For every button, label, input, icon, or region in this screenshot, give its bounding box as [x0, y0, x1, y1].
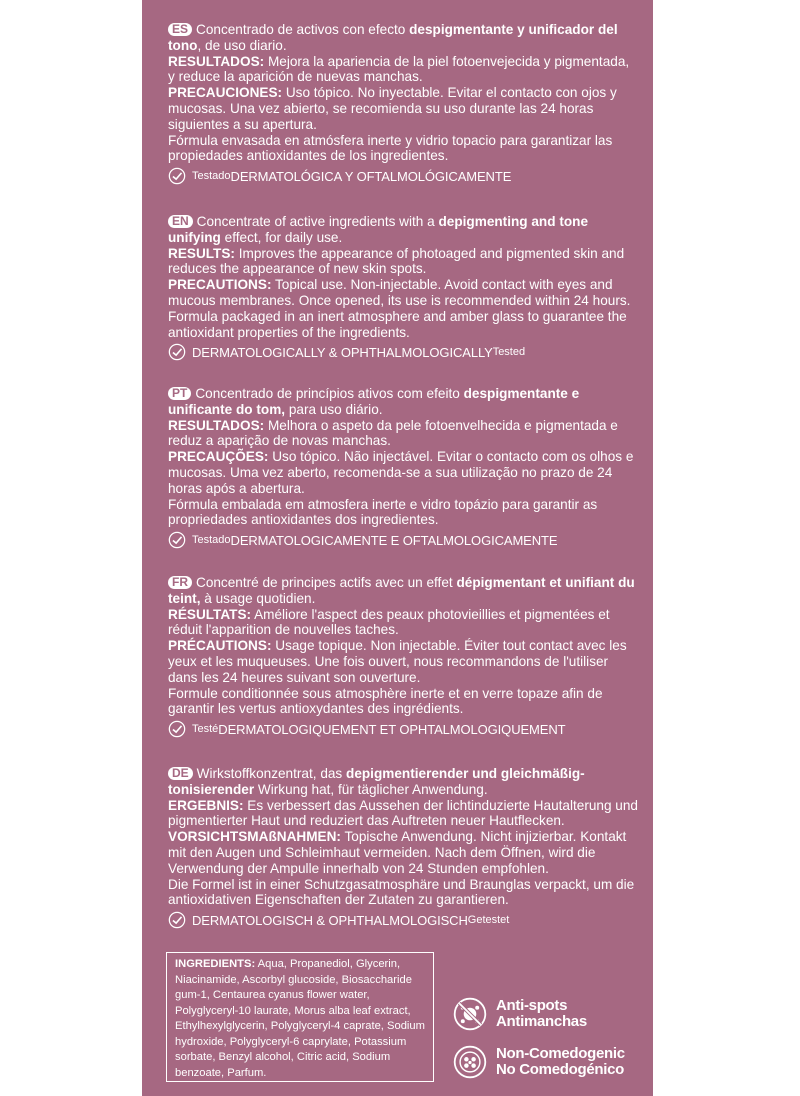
section-results: RESULTADOS: Melhora o aspeto da pele fotoenvelhecida e pigmentada e reduz a aparição de novas manchas. [168, 417, 618, 449]
section-precautions: PRÉCAUTIONS: Usage topique. Non injectable. Éviter tout contact avec les yeux et les muqueuses. Une fois ouvert, nous recommandons de l'utiliser dans les 24 heures suivant son ouverture. [168, 638, 627, 685]
language-badge: ES [168, 23, 192, 36]
non-comedogenic-icon [452, 1044, 488, 1080]
section-pt [168, 386, 638, 549]
ingredients-box [166, 952, 434, 1082]
section-results: ERGEBNIS: Es verbessert das Aussehen der lichtinduzierte Hautalterung und pigmentierter Haut und reduziert das Auftreten neuer Hautflecken. [168, 797, 638, 829]
product-label-panel [142, 0, 653, 1096]
section-formula: Fórmula embalada em atmosfera inerte e vidro topázio para garantir as propriedades antioxidantes dos ingredientes. [168, 496, 598, 528]
language-badge: DE [168, 767, 193, 780]
claim-line-1: Anti-spots [496, 997, 568, 1014]
section-formula: Die Formel ist in einer Schutzgasatmosphäre und Braunglas verpackt, um die antioxidativen Eigenschaften der Zutaten zu garantieren. [168, 876, 635, 908]
claim-line-2: Antimanchas [496, 1013, 587, 1030]
claim-line-2: No Comedogénico [496, 1061, 625, 1078]
check-circle-icon [168, 911, 186, 929]
ingredients-label: INGREDIENTS: [175, 958, 256, 970]
section-precautions: PRECAUÇÕES: Uso tópico. Não injectável. Evitar o contacto com os olhos e mucosas. Uma vez aberto, recomenda-se a sua utilização no prazo de 24 horas após a abertura. [168, 449, 634, 496]
tested-claim: Testado DERMATOLOGICAMENTE E OFTALMOLOGICAMENTE [168, 531, 638, 549]
section-results: RESULTS: Improves the appearance of photoaged and pigmented skin and reduces the appearance of new skin spots. [168, 245, 625, 277]
tested-claim: DERMATOLOGICALLY & OPHTHALMOLOGICALLY Tested [168, 343, 638, 361]
section-formula: Formula packaged in an inert atmosphere and amber glass to guarantee the antioxidant properties of the ingredients. [168, 308, 627, 340]
section-formula: Fórmula envasada en atmósfera inerte y vidrio topacio para garantizar las propiedades antioxidantes de los ingredientes. [168, 132, 613, 164]
check-circle-icon [168, 167, 186, 185]
language-badge: FR [168, 576, 192, 589]
section-en [168, 214, 638, 361]
section-intro: PT Concentrado de princípios ativos com efeito despigmentante e unificante do tom, para uso diário. [168, 386, 580, 417]
language-badge: EN [168, 215, 193, 228]
section-es [168, 22, 638, 185]
check-circle-icon [168, 343, 186, 361]
section-formula: Formule conditionnée sous atmosphère inerte et en verre topaze afin de garantir les vertus antioxydantes des ingrédients. [168, 685, 603, 717]
check-circle-icon [168, 720, 186, 738]
anti-spots-icon [452, 996, 488, 1032]
section-fr [168, 575, 638, 738]
tested-claim: Testé DERMATOLOGIQUEMENT ET OPHTALMOLOGIQUEMENT [168, 720, 638, 738]
section-precautions: PRECAUTIONS: Topical use. Non-injectable. Avoid contact with eyes and mucous membranes. Once opened, its use is recommended within 24 hours. [168, 277, 631, 308]
section-precautions: VORSICHTSMAßNAHMEN: Topische Anwendung. Nicht injizierbar. Kontakt mit den Augen und Schleimhaut vermeiden. Nach dem Öffnen, wird die Verwendung der Ampulle innerhalb von 24 Stunden empfohlen. [168, 829, 627, 876]
check-circle-icon [168, 531, 186, 549]
section-intro: ES Concentrado de activos con efecto despigmentante y unificador del tono, de uso diario. [168, 22, 618, 53]
section-intro: DE Wirkstoffkonzentrat, das depigmentierender und gleichmäßig-tonisierender Wirkung hat, für täglicher Anwendung. [168, 766, 585, 797]
tested-claim: Testado DERMATOLÓGICA Y OFTALMOLÓGICAMENTE [168, 167, 638, 185]
claim-anti-spots [452, 996, 587, 1032]
section-results: RESULTADOS: Mejora la apariencia de la piel fotoenvejecida y pigmentada, y reduce la aparición de nuevas manchas. [168, 53, 630, 85]
language-badge: PT [168, 387, 191, 400]
section-results: RÉSULTATS: Améliore l'aspect des peaux photovieillies et pigmentées et réduit l'apparition de nouvelles taches. [168, 606, 610, 638]
ingredients-list: Aqua, Propanediol, Glycerin, Niacinamide, Ascorbyl glucoside, Biosaccharide gum-1, Centaurea cyanus flower water, Polyglyceryl-10 laurate, Morus alba leaf extract, Ethylhexylglycerin, Polyglyceryl-4 caprate, Sodium hydroxide, Polyglyceryl-6 caprylate, Potassium sorbate, Benzyl alcohol, Citric acid, Sodium benzoate, Parfum. [175, 958, 425, 1079]
section-intro: EN Concentrate of active ingredients with a depigmenting and tone unifying effect, for daily use. [168, 214, 589, 245]
claim-line-1: Non-Comedogenic [496, 1045, 625, 1062]
section-intro: FR Concentré de principes actifs avec un effet dépigmentant et unifiant du teint, à usage quotidien. [168, 575, 635, 606]
section-de [168, 766, 638, 929]
claim-non-comedogenic [452, 1044, 625, 1080]
section-precautions: PRECAUCIONES: Uso tópico. No inyectable. Evitar el contacto con ojos y mucosas. Una vez abierto, se recomienda su uso durante las 24 horas siguientes a su apertura. [168, 85, 617, 132]
tested-claim: DERMATOLOGISCH & OPHTHALMOLOGISCH Getestet [168, 911, 638, 929]
